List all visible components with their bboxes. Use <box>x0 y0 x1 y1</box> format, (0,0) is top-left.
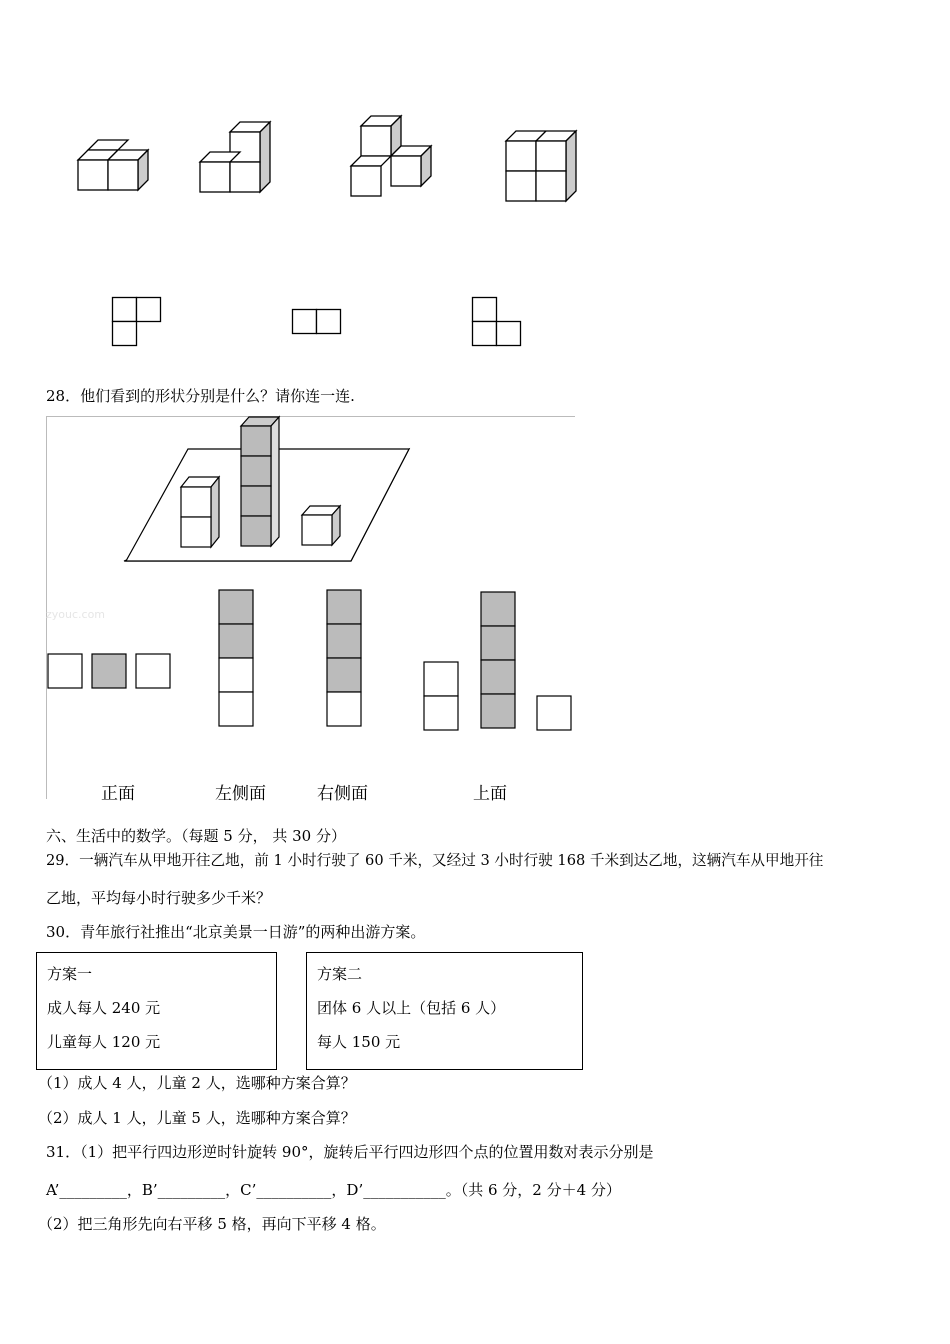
cube-figure-4 <box>498 125 578 205</box>
view-label-left: 左侧面 <box>215 784 266 804</box>
q28-title: 28．他们看到的形状分别是什么？请你连一连. <box>46 387 355 405</box>
view-label-top: 上面 <box>473 784 507 804</box>
q30-title: 30．青年旅行社推出“北京美景一日游”的两种出游方案。 <box>46 923 426 941</box>
section6-heading: 六、生活中的数学。（每题 5 分， 共 30 分） <box>46 827 346 845</box>
plan1-box <box>36 952 277 1070</box>
view-shape-3 <box>472 297 522 347</box>
plan2-title: 方案二 <box>317 965 363 983</box>
cube-figure-2 <box>190 120 270 200</box>
plan2-line1: 团体 6 人以上（包括 6 人） <box>317 999 506 1017</box>
q31-line1: 31．（1）把平行四边形逆时针旋转 90°，旋转后平行四边形四个点的位置用数对表示分别是 <box>46 1143 654 1161</box>
cube-figure-3 <box>345 112 435 197</box>
view-label-front: 正面 <box>101 784 135 804</box>
view-label-right: 右侧面 <box>317 784 368 804</box>
q31-line3: （2）把三角形先向右平移 5 格，再向下平移 4 格。 <box>38 1215 386 1233</box>
q29-line2: 乙地，平均每小时行驶多少千米？ <box>46 889 272 907</box>
view-shape-2 <box>292 309 342 335</box>
plan1-title: 方案一 <box>47 965 93 983</box>
plan2-line2: 每人 150 元 <box>317 1033 401 1051</box>
q31-line2: A’_________，B’_________，C’__________，D’___________。（共 6 分，2 分＋4 分） <box>46 1181 621 1199</box>
plan1-line2: 儿童每人 120 元 <box>47 1033 161 1051</box>
plan2-box <box>306 952 583 1070</box>
watermark: zyouc.com <box>46 608 106 621</box>
q28-view-options <box>46 588 576 738</box>
q29-line1: 29．一辆汽车从甲地开往乙地，前 1 小时行驶了 60 千米，又经过 3 小时行驶 168 千米到达乙地，这辆汽车从甲地开往 <box>46 852 824 869</box>
cube-figure-1 <box>70 135 150 205</box>
plan1-line1: 成人每人 240 元 <box>47 999 161 1017</box>
q30-sub2: （2）成人 1 人，儿童 5 人，选哪种方案合算？ <box>38 1109 356 1127</box>
q30-sub1: （1）成人 4 人，儿童 2 人，选哪种方案合算？ <box>38 1074 356 1092</box>
view-shape-1 <box>112 297 162 347</box>
